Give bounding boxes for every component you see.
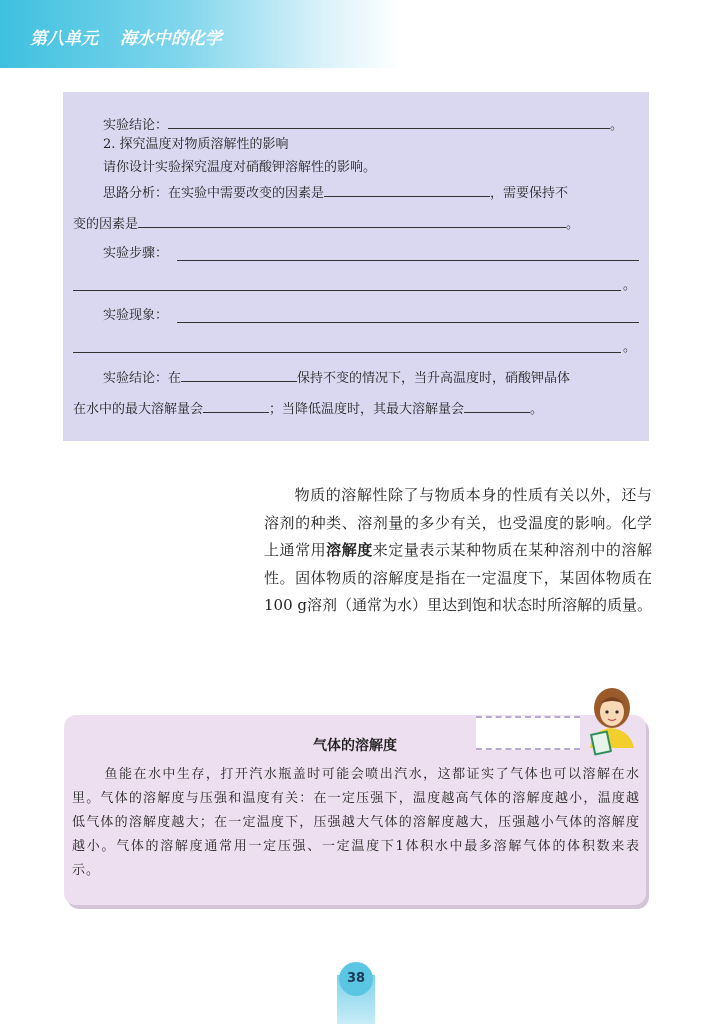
gas-box-text-block <box>72 763 640 883</box>
topic-label: 海水中的化学 <box>119 29 222 49</box>
conclusion2-text2: 保持不变的情况下，当升高温度时，硝酸钾晶体 <box>297 371 571 386</box>
conclusion2-period: 。 <box>530 402 544 417</box>
steps-blank-1[interactable] <box>177 260 639 261</box>
paragraph-part2: 来定量表示某种物质在某种溶剂中的溶解性。固体物质的溶解度是指在一定温度下，某固体物质在100 g溶剂（通常为水）里达到饱和状态时所溶解的质量。 <box>264 541 653 614</box>
conclusion2-text3: 在水中的最大溶解量会 <box>73 402 204 417</box>
section2-title: 2. 探究温度对物质溶解性的影响 <box>103 137 289 152</box>
conclusion2-line2 <box>73 398 543 420</box>
conclusion1-blank[interactable] <box>168 114 610 129</box>
chapter-title <box>30 24 222 49</box>
page-number: 38 <box>339 962 373 996</box>
changed-factor-blank[interactable] <box>324 182 490 197</box>
analysis-text3: 变的因素是 <box>73 217 139 232</box>
heat-result-blank[interactable] <box>203 398 269 413</box>
constant-condition-blank[interactable] <box>181 367 297 382</box>
analysis-period: 。 <box>566 217 580 232</box>
solubility-paragraph <box>264 482 652 620</box>
phenomena-blank-1[interactable] <box>177 322 639 323</box>
phenomena-blank-2[interactable] <box>73 352 621 353</box>
task-text: 请你设计实验探究温度对硝酸钾溶解性的影响。 <box>103 160 377 175</box>
reading-girl-icon <box>582 686 640 758</box>
gas-box-text: 鱼能在水中生存，打开汽水瓶盖时可能会喷出汽水，这都证实了气体也可以溶解在水里。气体的溶解度与压强和温度有关：在一定压强下，温度越高气体的溶解度越小，温度越低气体的溶解度越大；在一定温度下，压强越大气体的溶解度越大，压强越小气体的溶解度越小。气体的溶解度通常用一定压强、一定温度下1体积水中最多溶解气体的体积数来表示。 <box>72 767 640 878</box>
conclusion2-line <box>103 367 570 389</box>
dashed-note-tag <box>476 716 580 750</box>
steps-period: 。 <box>623 278 637 293</box>
analysis-text2: ，需要保持不 <box>490 186 569 201</box>
unit-label: 第八单元 <box>30 29 98 49</box>
conclusion1-label: 实验结论： <box>103 118 169 133</box>
conclusion2-text1: 在 <box>168 371 182 386</box>
solubility-term: 溶解度 <box>326 541 373 559</box>
phenomena-period: 。 <box>623 340 637 355</box>
phenomena-label: 实验现象： <box>103 308 169 323</box>
gas-box-title: 气体的溶解度 <box>313 738 397 754</box>
steps-label: 实验步骤： <box>103 246 169 261</box>
conclusion2-label: 实验结论： <box>103 371 169 386</box>
analysis-text1: 在实验中需要改变的因素是 <box>168 186 325 201</box>
conclusion1-period: 。 <box>610 118 624 133</box>
constant-factor-blank[interactable] <box>138 213 566 228</box>
conclusion1-line <box>103 114 623 136</box>
steps-blank-2[interactable] <box>73 290 621 291</box>
analysis-line2 <box>73 213 579 235</box>
cool-result-blank[interactable] <box>464 398 530 413</box>
header-banner <box>0 0 400 68</box>
analysis-line <box>103 182 568 204</box>
analysis-label: 思路分析： <box>103 186 169 201</box>
paragraph-part1: 物质的溶解性除了与物质本身的性质有关以外，还与溶剂的种类、溶剂量的多少有关，也受温度的影响。化学上通常用 <box>264 486 652 559</box>
experiment-box <box>63 92 649 441</box>
conclusion2-text4: ；当降低温度时，其最大溶解量会 <box>269 402 465 417</box>
